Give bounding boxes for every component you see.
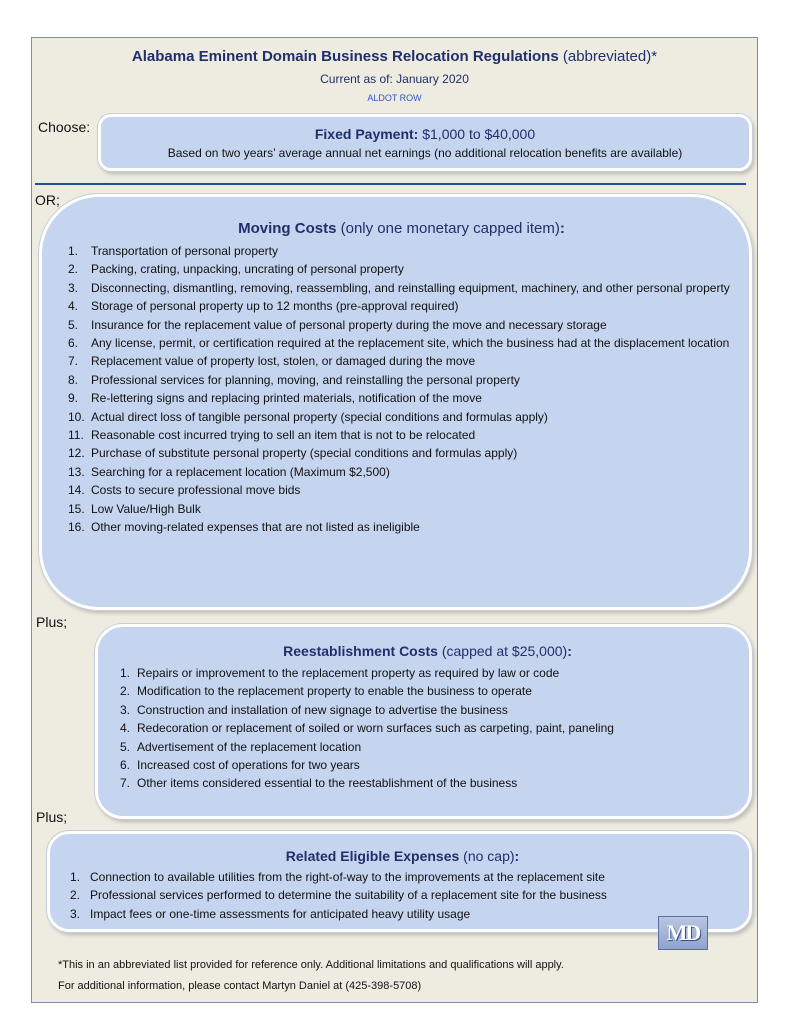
list-item <box>68 316 735 334</box>
list-item-text: Increased cost of operations for two years <box>137 758 360 773</box>
list-item <box>68 242 735 260</box>
moving-costs-list <box>68 242 735 537</box>
aldot-row-tag: ALDOT ROW <box>367 93 422 103</box>
page-title-main: Alabama Eminent Domain Business Relocation Regulations <box>131 48 559 65</box>
list-item-text: Other items considered essential to the reestablishment of the business <box>137 776 518 791</box>
regulations-sheet <box>31 37 758 1003</box>
list-item-text: Professional services performed to determine the suitability of a replacement site for the business <box>90 888 607 903</box>
list-item <box>70 905 735 923</box>
reestablishment-title <box>120 643 735 659</box>
list-item-number: 1. <box>120 666 131 680</box>
list-item-number: 4. <box>68 299 79 314</box>
section-divider <box>35 183 746 185</box>
page-title-suffix: (abbreviated)* <box>558 48 658 65</box>
list-item-number: 1. <box>68 244 79 258</box>
fixed-payment-box <box>98 114 752 171</box>
list-item-number: 2. <box>70 888 81 903</box>
list-item-number: 5. <box>68 317 79 332</box>
related-expenses-heading: Related Eligible Expenses <box>285 848 460 864</box>
list-item-number: 2. <box>120 684 131 699</box>
list-item-number: 10. <box>68 409 85 424</box>
related-expenses-title <box>70 848 735 864</box>
list-item-number: 7. <box>120 776 131 791</box>
list-item <box>68 352 735 370</box>
list-item-number: 14. <box>68 483 85 498</box>
list-item <box>70 868 735 886</box>
list-item-number: 4. <box>120 721 131 736</box>
list-item-number: 13. <box>68 464 85 479</box>
list-item <box>68 463 735 481</box>
footnote-disclaimer: *This in an abbreviated list provided for reference only. Additional limitations and qualifications will apply. <box>58 959 564 971</box>
list-item <box>120 719 735 737</box>
list-item-text: Professional services for planning, moving, and reinstalling the personal property <box>91 372 520 387</box>
list-item-number: 3. <box>70 906 81 921</box>
list-item-text: Actual direct loss of tangible personal property (special conditions and formulas apply) <box>91 409 548 424</box>
moving-costs-title <box>68 220 735 237</box>
list-item-number: 11. <box>68 428 84 443</box>
md-logo-text: MD <box>666 920 700 945</box>
list-item-text: Low Value/High Bulk <box>91 501 201 516</box>
footnote-contact: For additional information, please contact Martyn Daniel at (425-398-5708) <box>58 980 422 992</box>
list-item-text: Construction and installation of new signage to advertise the business <box>137 702 508 717</box>
list-item <box>68 500 735 518</box>
moving-costs-box <box>39 194 752 610</box>
list-item-text: Impact fees or one-time assessments for anticipated heavy utility usage <box>90 906 471 921</box>
list-item <box>68 279 735 297</box>
list-item-text: Other moving-related expenses that are not listed as ineligible <box>91 520 420 535</box>
related-expenses-colon: : <box>514 848 520 864</box>
list-item <box>70 886 735 904</box>
list-item-text: Purchase of substitute personal property (special conditions and formulas apply) <box>91 446 518 461</box>
list-item-number: 3. <box>120 702 131 717</box>
list-item-text: Repairs or improvement to the replacement property as required by law or code <box>137 666 560 680</box>
moving-costs-colon: : <box>559 220 565 237</box>
list-item-number: 9. <box>68 391 79 406</box>
list-item-text: Connection to available utilities from the right-of-way to the improvements at the replacement site <box>90 870 605 884</box>
list-item-text: Disconnecting, dismantling, removing, reassembling, and reinstalling equipment, machinery, and other personal property <box>91 280 730 295</box>
current-as-of: Current as of: January 2020 <box>320 72 469 86</box>
list-item <box>120 701 735 719</box>
list-item-text: Advertisement of the replacement location <box>137 739 362 754</box>
list-item-number: 8. <box>68 372 79 387</box>
list-item-text: Modification to the replacement property to enable the business to operate <box>137 684 532 699</box>
reestablishment-qualifier: (capped at $25,000) <box>437 643 568 659</box>
list-item <box>68 260 735 278</box>
list-item-number: 6. <box>120 758 131 773</box>
list-item <box>68 444 735 462</box>
plus-label-1: Plus; <box>36 614 68 630</box>
moving-costs-heading: Moving Costs <box>238 220 337 237</box>
list-item-number: 7. <box>68 354 79 369</box>
md-logo <box>658 916 708 950</box>
list-item <box>120 756 735 774</box>
list-item <box>120 774 735 792</box>
moving-costs-qualifier: (only one monetary capped item) <box>336 220 560 237</box>
list-item-text: Re-lettering signs and replacing printed materials, notification of the move <box>91 391 482 406</box>
list-item-text: Costs to secure professional move bids <box>91 483 301 498</box>
reestablishment-colon: : <box>567 643 572 659</box>
list-item <box>68 371 735 389</box>
list-item-text: Packing, crating, unpacking, uncrating of personal property <box>91 262 404 277</box>
list-item-text: Insurance for the replacement value of personal property during the move and necessary storage <box>91 317 607 332</box>
list-item <box>120 664 735 682</box>
fixed-payment-heading: Fixed Payment: <box>314 126 419 142</box>
reestablishment-box <box>95 624 752 819</box>
list-item-number: 3. <box>68 280 79 295</box>
list-item <box>68 389 735 407</box>
list-item-text: Storage of personal property up to 12 months (pre-approval required) <box>91 299 459 314</box>
list-item <box>68 334 735 352</box>
list-item <box>120 738 735 756</box>
list-item <box>120 682 735 700</box>
fixed-payment-title <box>101 126 749 142</box>
list-item-number: 2. <box>68 262 79 277</box>
or-label: OR; <box>35 192 60 208</box>
list-item-number: 6. <box>68 336 79 351</box>
list-item-number: 5. <box>120 739 131 754</box>
list-item-number: 16. <box>68 520 85 535</box>
list-item <box>68 481 735 499</box>
choose-label: Choose: <box>38 119 91 135</box>
fixed-payment-description: Based on two years’ average annual net earnings (no additional relocation benefits are available) <box>167 146 683 160</box>
page-title <box>32 48 757 65</box>
list-item-text: Reasonable cost incurred trying to sell an item that is not to be relocated <box>91 428 476 443</box>
list-item-text: Searching for a replacement location (Maximum $2,500) <box>91 464 390 479</box>
list-item-text: Replacement value of property lost, stolen, or damaged during the move <box>91 354 476 369</box>
fixed-payment-amount: $1,000 to $40,000 <box>418 126 536 142</box>
list-item-text: Transportation of personal property <box>91 244 278 258</box>
list-item-text: Any license, permit, or certification required at the replacement site, which the business had at the displacement location <box>91 336 730 351</box>
reestablishment-list <box>120 664 735 793</box>
list-item <box>68 408 735 426</box>
related-expenses-list <box>70 868 735 923</box>
related-expenses-box <box>47 831 752 932</box>
list-item <box>68 518 735 536</box>
reestablishment-heading: Reestablishment Costs <box>283 643 438 659</box>
list-item-number: 12. <box>68 446 85 461</box>
list-item <box>68 297 735 315</box>
list-item-number: 1. <box>70 870 81 884</box>
list-item <box>68 426 735 444</box>
list-item-number: 15. <box>68 501 85 516</box>
list-item-text: Redecoration or replacement of soiled or worn surfaces such as carpeting, paint, paneling <box>137 721 614 736</box>
plus-label-2: Plus; <box>36 809 68 825</box>
related-expenses-qualifier: (no cap) <box>459 848 515 864</box>
